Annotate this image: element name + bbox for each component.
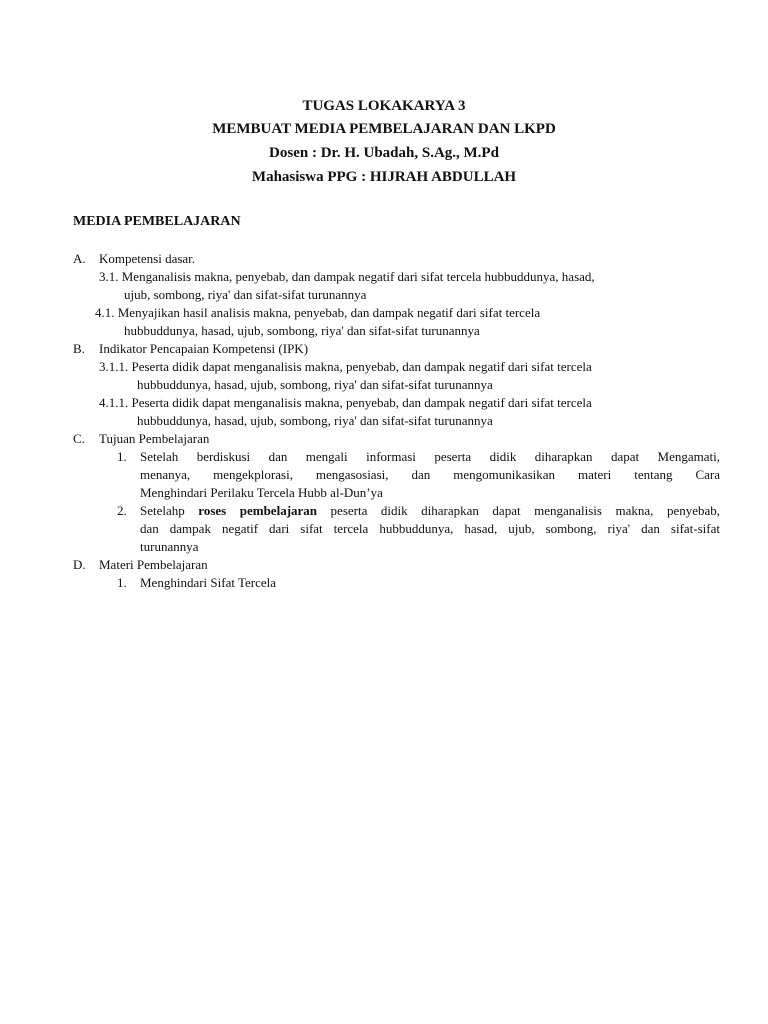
list-item: Menghindari Sifat Tercela	[140, 575, 277, 590]
list-item-continuation: hubbuddunya, hasad, ujub, sombong, riya' dan sifat-sifat turunannya	[124, 323, 480, 338]
document-subtitle: MEMBUAT MEDIA PEMBELAJARAN DAN LKPD	[212, 121, 556, 137]
list-number: 1.	[117, 449, 127, 464]
list-marker-d: D.	[73, 557, 86, 572]
list-item: 3.1. Menganalisis makna, penyebab, dan dampak negatif dari sifat tercela hubbuddunya, hasad,	[99, 269, 595, 284]
section-b-title: Indikator Pencapaian Kompetensi (IPK)	[99, 341, 309, 356]
section-c-title: Tujuan Pembelajaran	[99, 431, 210, 446]
document-title: TUGAS LOKAKARYA 3	[302, 98, 466, 114]
list-number: 2.	[117, 503, 127, 518]
list-item-continuation: hubbuddunya, hasad, ujub, sombong, riya' dan sifat-sifat turunannya	[137, 413, 493, 428]
section-title: MEDIA PEMBELAJARAN	[73, 214, 241, 229]
item-text-start: Setelahp	[140, 503, 199, 518]
lecturer-line: Dosen : Dr. H. Ubadah, S.Ag., M.Pd	[269, 145, 499, 161]
list-item-continuation: ujub, sombong, riya' dan sifat-sifat turunannya	[124, 287, 367, 302]
list-marker-c: C.	[73, 431, 85, 446]
list-item-continuation: hubbuddunya, hasad, ujub, sombong, riya' dan sifat-sifat turunannya	[137, 377, 493, 392]
list-marker-a: A.	[73, 251, 86, 266]
list-item-continuation: Menghindari Perilaku Tercela Hubb al-Dun’ya	[140, 485, 383, 500]
section-d-title: Materi Pembelajaran	[99, 557, 208, 572]
student-line: Mahasiswa PPG : HIJRAH ABDULLAH	[251, 169, 517, 185]
item-text-end: peserta didik diharapkan dapat menganalisis makna, penyebab,	[317, 503, 720, 518]
list-marker-b: B.	[73, 341, 85, 356]
list-item	[140, 502, 720, 519]
list-item-continuation: menanya, mengekplorasi, mengasosiasi, dan mengomunikasikan materi tentang Cara	[140, 467, 720, 482]
list-item: Setelah berdiskusi dan mengali informasi peserta didik diharapkan dapat Mengamati,	[140, 449, 720, 464]
item-text-bold: roses pembelajaran	[198, 503, 318, 518]
list-item: 4.1. Menyajikan hasil analisis makna, penyebab, dan dampak negatif dari sifat tercela	[95, 305, 541, 320]
list-item-continuation: dan dampak negatif dari sifat tercela hubbuddunya, hasad, ujub, sombong, riya' dan sifat-sifat	[140, 521, 720, 536]
list-item-continuation: turunannya	[140, 539, 199, 554]
list-number: 1.	[117, 575, 127, 590]
list-item: 4.1.1. Peserta didik dapat menganalisis makna, penyebab, dan dampak negatif dari sifat tercela	[99, 395, 592, 410]
section-a-title: Kompetensi dasar.	[99, 251, 196, 266]
list-item: 3.1.1. Peserta didik dapat menganalisis makna, penyebab, dan dampak negatif dari sifat tercela	[99, 359, 592, 374]
